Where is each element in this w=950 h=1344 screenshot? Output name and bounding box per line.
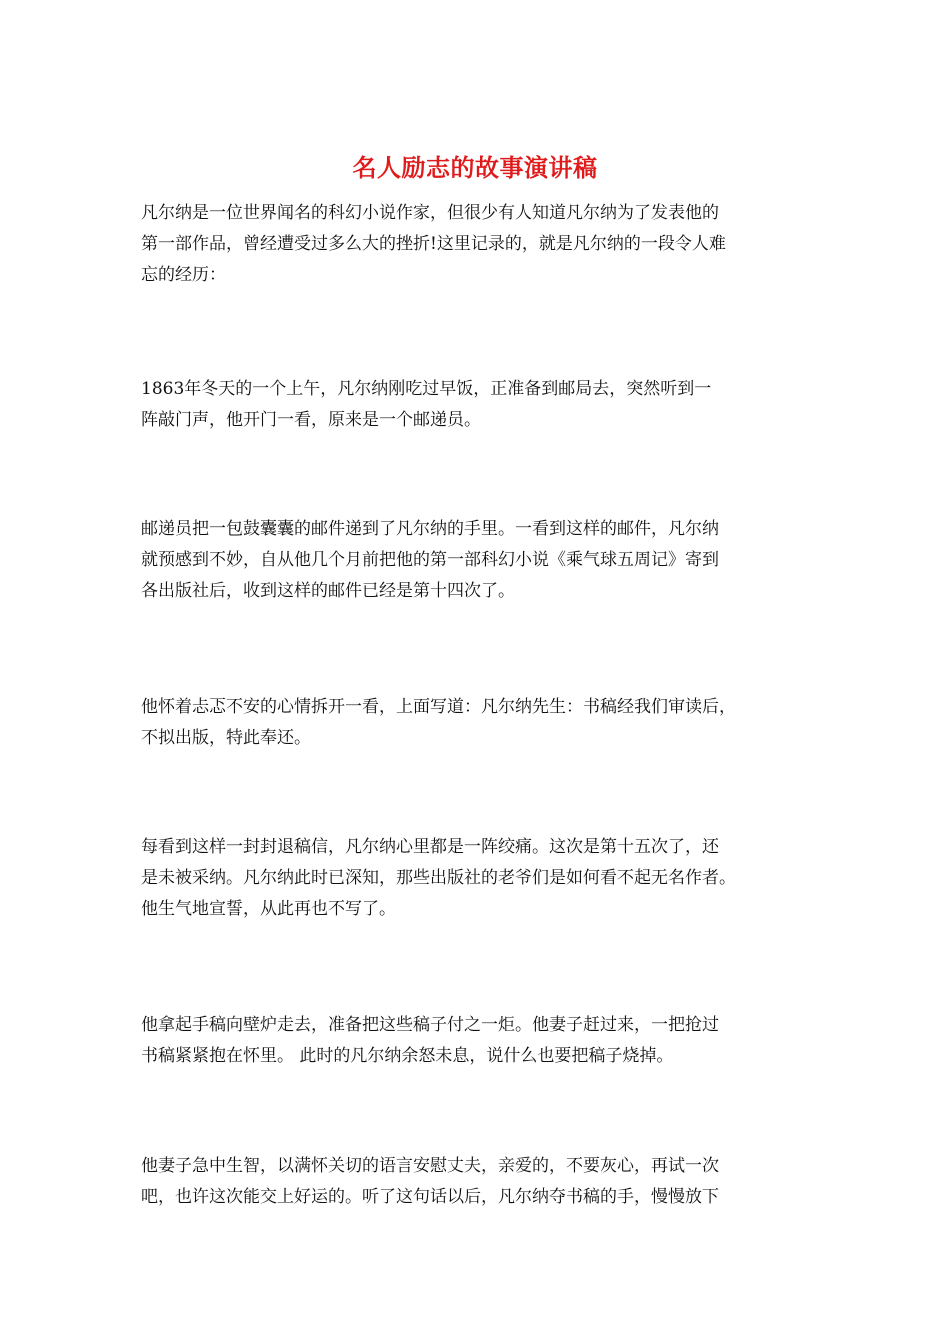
- paragraph-1: [141, 198, 821, 291]
- paragraph-line: 书稿紧紧抱在怀里。 此时的凡尔纳余怒未息，说什么也要把稿子烧掉。: [141, 1046, 674, 1066]
- paragraph-line: 吧，也许这次能交上好运的。听了这句话以后，凡尔纳夺书稿的手，慢慢放下: [141, 1187, 719, 1207]
- paragraph-line: 他妻子急中生智，以满怀关切的语言安慰丈夫，亲爱的，不要灰心，再试一次: [141, 1156, 719, 1176]
- paragraph-line: 就预感到不妙，自从他几个月前把他的第一部科幻小说《乘气球五周记》寄到: [141, 550, 719, 570]
- paragraph-4: [141, 692, 821, 754]
- paragraph-line: 1863年冬天的一个上午，凡尔纳刚吃过早饭，正准备到邮局去，突然听到一: [141, 379, 712, 399]
- paragraph-line: 不拟出版，特此奉还。: [141, 728, 311, 748]
- paragraph-line: 他怀着忐忑不安的心情拆开一看，上面写道：凡尔纳先生：书稿经我们审读后，: [141, 697, 736, 717]
- paragraph-3: [141, 514, 821, 607]
- paragraph-6: [141, 1010, 821, 1072]
- paragraph-line: 他生气地宣誓，从此再也不写了。: [141, 899, 396, 919]
- paragraph-line: 他拿起手稿向壁炉走去，准备把这些稿子付之一炬。他妻子赶过来，一把抢过: [141, 1015, 719, 1035]
- paragraph-line: 是未被采纳。凡尔纳此时已深知，那些出版社的老爷们是如何看不起无名作者。: [141, 868, 736, 888]
- paragraph-7: [141, 1151, 821, 1213]
- paragraph-line: 邮递员把一包鼓囊囊的邮件递到了凡尔纳的手里。一看到这样的邮件，凡尔纳: [141, 519, 719, 539]
- paragraph-5: [141, 832, 821, 925]
- paragraph-line: 每看到这样一封封退稿信，凡尔纳心里都是一阵绞痛。这次是第十五次了，还: [141, 837, 719, 857]
- paragraph-line: 阵敲门声，他开门一看，原来是一个邮递员。: [141, 410, 481, 430]
- paragraph-line: 各出版社后，收到这样的邮件已经是第十四次了。: [141, 581, 515, 601]
- paragraph-line: 忘的经历：: [141, 265, 226, 285]
- paragraph-line: 凡尔纳是一位世界闻名的科幻小说作家，但很少有人知道凡尔纳为了发表他的: [141, 203, 719, 223]
- document-title: 名人励志的故事演讲稿: [352, 153, 598, 182]
- paragraph-2: [141, 374, 821, 436]
- paragraph-line: 第一部作品，曾经遭受过多么大的挫折!这里记录的，就是凡尔纳的一段令人难: [141, 234, 726, 254]
